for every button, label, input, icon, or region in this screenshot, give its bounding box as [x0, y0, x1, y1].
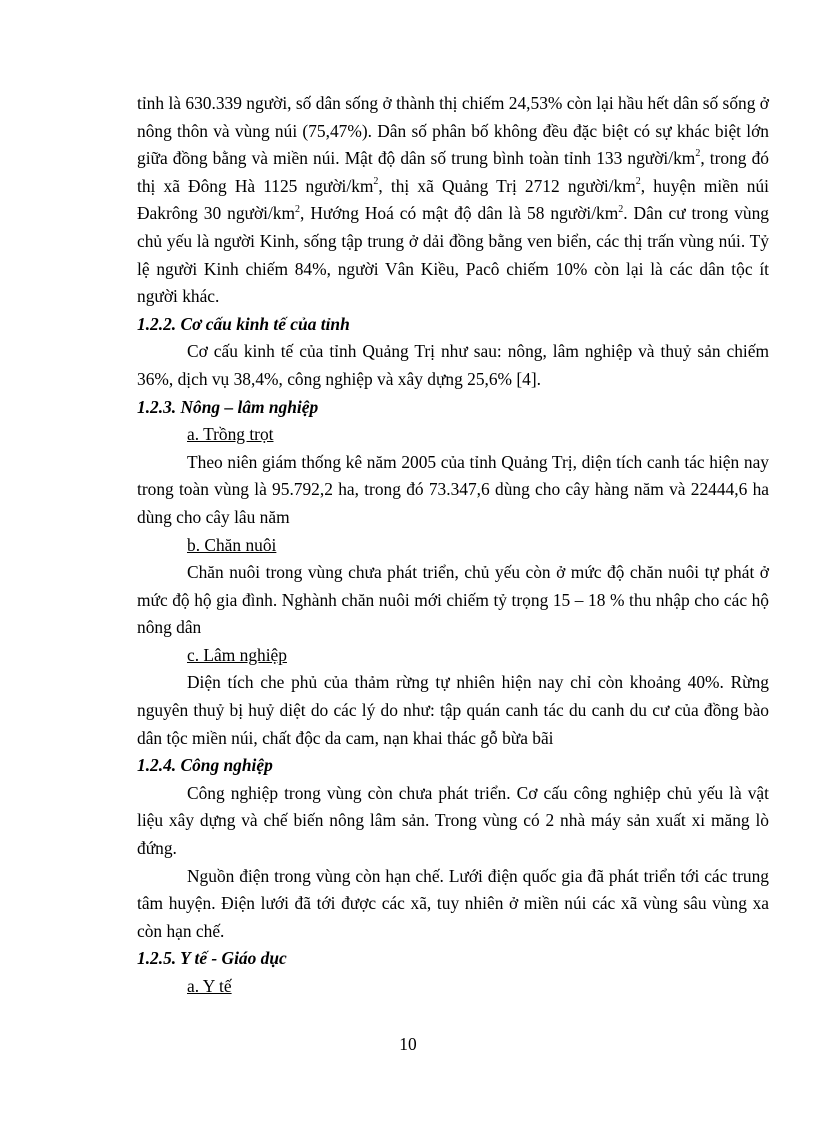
- heading-1-2-2: 1.2.2. Cơ cấu kinh tế của tỉnh: [137, 313, 350, 334]
- paragraph-economy: Cơ cấu kinh tế của tỉnh Quảng Trị như sau: nông, lâm nghiệp và thuỷ sản chiếm 36%, dịch vụ 38,4%, công nghiệp và xây dựng 25,6% [4].: [137, 341, 769, 389]
- text-run: , Hướng Hoá có mật độ dân là 58 người/km: [300, 203, 619, 224]
- text-run: . Dân cư trong vùng chủ yếu là người Kinh, sống tập trung ở dải đồng bằng ven biển, các thị trấn vùng núi. Tỷ lệ người Kinh chiếm 84%, người Vân Kiều, Pacô chiếm 10% còn lại là các dân tộc ít người khác.: [137, 203, 769, 307]
- subheading-lam-nghiep: c. Lâm nghiệp: [187, 644, 287, 665]
- superscript: 2: [295, 203, 301, 215]
- subheading-trong-trot: a. Trồng trọt: [187, 424, 274, 445]
- page-number: 10: [399, 1034, 417, 1054]
- text-run: tỉnh là 630.339 người, số dân sống ở thành thị chiếm 24,53% còn lại hầu hết dân số sống ở nông thôn và vùng núi (75,47%). Dân số phân bố không đều đặc biệt có sự khác biệt lớn giữa đồng bằng và miền núi. Mật độ dân số trung bình toàn tỉnh 133 người/km: [137, 93, 769, 169]
- text-run: , huyện miền núi Đakrông 30 người/km: [137, 175, 769, 224]
- paragraph-chan-nuoi: Chăn nuôi trong vùng chưa phát triển, chủ yếu còn ở mức độ chăn nuôi tự phát ở mức độ hộ gia đình. Nghành chăn nuôi mới chiếm tỷ trọng 15 – 18 % thu nhập cho các hộ nông dân: [137, 562, 769, 638]
- subheading-chan-nuoi: b. Chăn nuôi: [187, 534, 277, 555]
- paragraph-lam-nghiep: Diện tích che phủ của thảm rừng tự nhiên hiện nay chỉ còn khoảng 40%. Rừng nguyên thuỷ bị huỷ diệt do các lý do như: tập quán canh tác du canh du cư của đồng bào dân tộc miền núi, chất độc da cam, nạn khai thác gỗ bừa bãi: [137, 672, 769, 748]
- subheading-y-te: a. Y tế: [187, 976, 232, 996]
- text-run: , thị xã Quảng Trị 2712 người/km: [378, 175, 636, 196]
- superscript: 2: [695, 148, 701, 160]
- paragraph-industry-2: Nguồn điện trong vùng còn hạn chế. Lưới điện quốc gia đã phát triển tới các trung tâm huyện. Điện lưới đã tới được các xã, tuy nhiên ở miền núi các xã vùng sâu vùng xa còn hạn chế.: [137, 865, 769, 941]
- superscript: 2: [635, 175, 641, 187]
- document-page: [137, 90, 769, 1001]
- heading-1-2-4: 1.2.4. Công nghiệp: [137, 755, 273, 776]
- paragraph-industry-1: Công nghiệp trong vùng còn chưa phát triển. Cơ cấu công nghiệp chủ yếu là vật liệu xây dựng và chế biến nông lâm sản. Trong vùng có 2 nhà máy sản xuất xi măng lò đứng.: [137, 782, 769, 859]
- heading-1-2-3: 1.2.3. Nông – lâm nghiệp: [137, 396, 319, 417]
- superscript: 2: [618, 203, 624, 215]
- superscript: 2: [373, 175, 379, 187]
- paragraph-population: [137, 90, 769, 311]
- text-run: , trong đó thị xã Đông Hà 1125 người/km: [137, 148, 769, 196]
- heading-1-2-5: 1.2.5. Y tế - Giáo dục: [137, 948, 287, 969]
- paragraph-trong-trot: Theo niên giám thống kê năm 2005 của tỉnh Quảng Trị, diện tích canh tác hiện nay trong toàn vùng là 95.792,2 ha, trong đó 73.347,6 dùng cho cây hàng năm và 22444,6 ha dùng cho cây lâu năm: [137, 451, 769, 527]
